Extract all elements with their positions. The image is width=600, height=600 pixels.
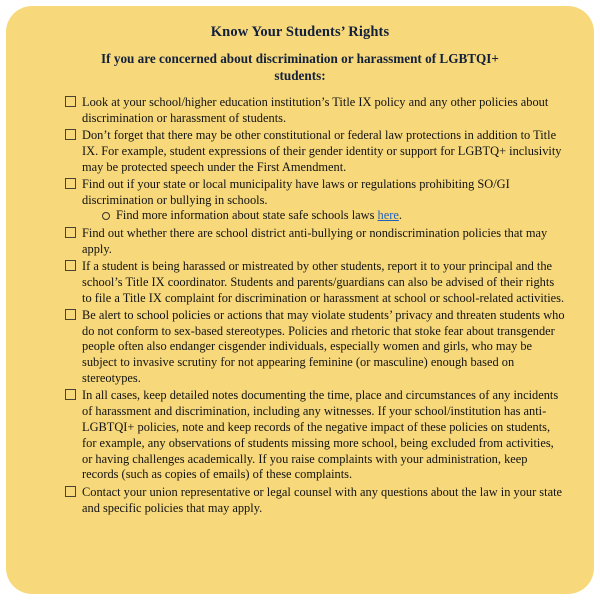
list-item bbox=[82, 128, 566, 175]
list-item bbox=[82, 485, 566, 517]
list-item-text: Be alert to school policies or actions that may violate students’ privacy and threaten students who do not conform to sex-based stereotypes. Policies and rhetoric that stoke fear about transgender people often also endanger cisgender individuals, especially women and girls, who may be subject to invasive scrutiny for not appearing feminine (or masculine) enough based on stereotypes. bbox=[82, 307, 565, 386]
checkbox-icon bbox=[65, 486, 76, 497]
list-item-text: Find out whether there are school district anti-bullying or nondiscrimination policies that may apply. bbox=[82, 225, 548, 256]
checkbox-icon bbox=[65, 129, 76, 140]
sub-list-item-text: Find more information about state safe schools laws bbox=[116, 208, 378, 223]
rights-list bbox=[28, 95, 572, 517]
page-title: Know Your Students’ Rights bbox=[210, 24, 390, 40]
checkbox-icon bbox=[65, 309, 76, 320]
circle-bullet-icon bbox=[102, 212, 110, 220]
list-item-text: Find out if your state or local municipality have laws or regulations prohibiting SO/GI discrimination or bullying in schools. bbox=[82, 176, 510, 207]
list-item-text: Look at your school/higher education institution’s Title IX policy and any other policies about discrimination or harassment of students. bbox=[82, 94, 549, 125]
list-item bbox=[82, 259, 566, 306]
list-item bbox=[82, 226, 566, 258]
list-item-text: Don’t forget that there may be other constitutional or federal law protections in addition to Title IX. For example, student expressions of their gender identity or support for LGBTQ+ inclusivity may be protected speech under the First Amendment. bbox=[82, 127, 562, 174]
checkbox-icon bbox=[65, 389, 76, 400]
list-item bbox=[82, 95, 566, 127]
state-safe-schools-laws-link[interactable]: here bbox=[377, 208, 399, 223]
info-card bbox=[6, 6, 594, 594]
checkbox-icon bbox=[65, 96, 76, 107]
list-item-text: Contact your union representative or legal counsel with any questions about the law in your state and specific policies that may apply. bbox=[82, 484, 563, 515]
list-item bbox=[82, 388, 566, 483]
sub-list-item bbox=[116, 208, 566, 224]
list-item-text: In all cases, keep detailed notes documenting the time, place and circumstances of any incidents of harassment and discrimination, including any witnesses. If your school/institution has anti-LGBTQI+ policies, note and keep records of the negative impact of these policies on students, for example, any observations of students missing more school, being excluded from activities, or having challenges academically. If you raise complaints with your administration, keep records (such as copies of emails) of these complaints. bbox=[82, 388, 559, 482]
checkbox-icon bbox=[65, 260, 76, 271]
sub-list bbox=[82, 208, 566, 224]
list-item bbox=[82, 308, 566, 387]
list-item-text: If a student is being harassed or mistreated by other students, report it to your principal and the school’s Title IX coordinator. Students and parents/guardians can also be advised of their rights to file a Title IX complaint for discrimination or harassment at school or school-related activities. bbox=[82, 258, 565, 305]
page-subtitle: If you are concerned about discrimination or harassment of LGBTQI+ students: bbox=[101, 51, 499, 83]
sub-list-item-text-after: . bbox=[398, 208, 402, 223]
checkbox-icon bbox=[65, 227, 76, 238]
list-item bbox=[82, 177, 566, 224]
checkbox-icon bbox=[65, 178, 76, 189]
